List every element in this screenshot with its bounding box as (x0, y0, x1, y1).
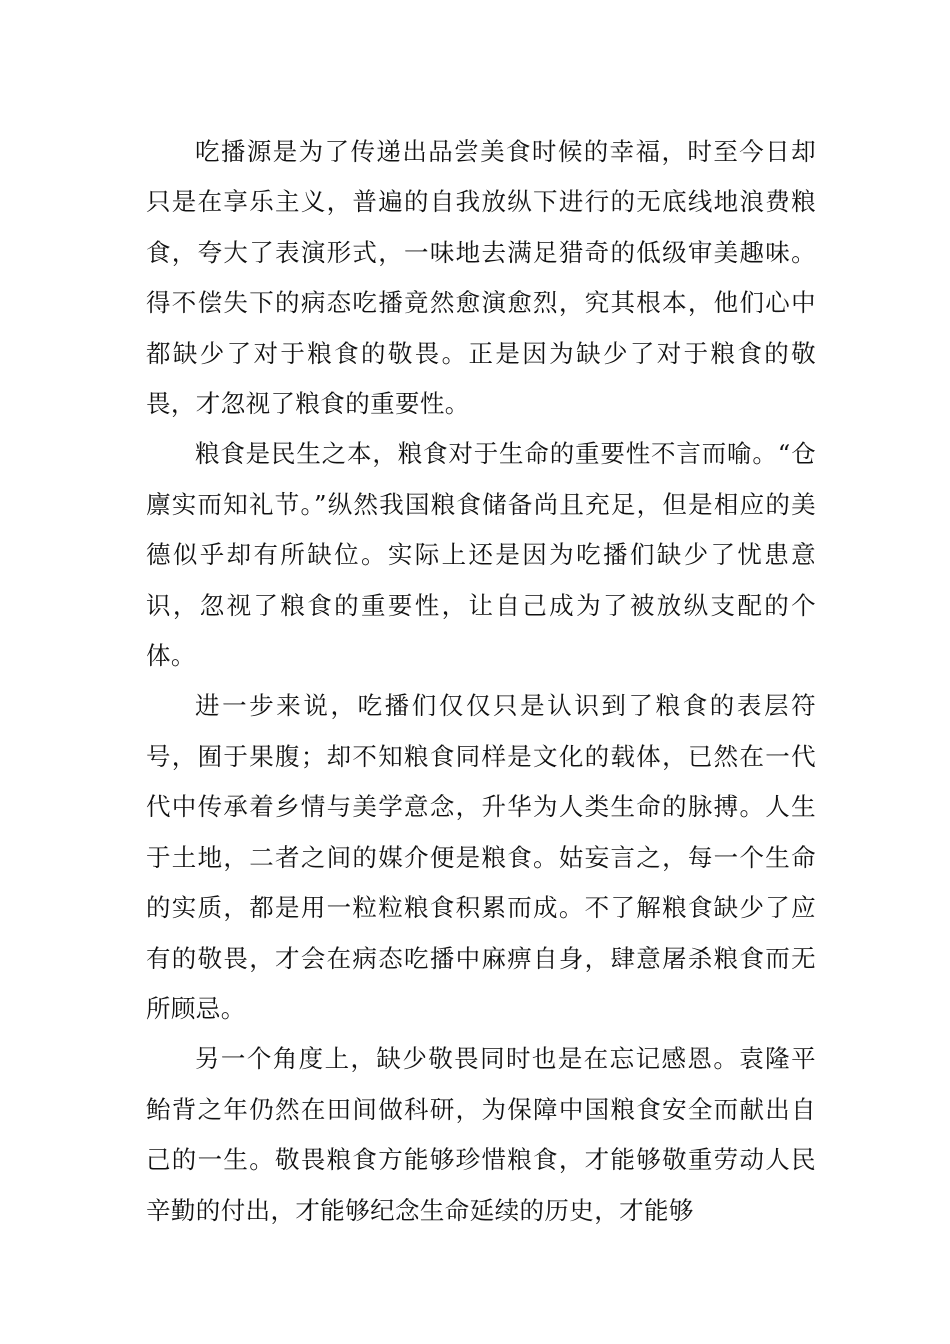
paragraph-3: 进一步来说，吃播们仅仅只是认识到了粮食的表层符号，囿于果腹；却不知粮食同样是文化的载体，已然在一代代中传承着乡情与美学意念，升华为人类生命的脉搏。人生于土地，二者之间的媒介便是粮食。姑妄言之，每一个生命的实质，都是用一粒粒粮食积累而成。不了解粮食缺少了应有的敬畏，才会在病态吃播中麻痹自身，肆意屠杀粮食而无所顾忌。 (146, 691, 816, 1023)
paragraph-2: 粮食是民生之本，粮食对于生命的重要性不言而喻。“仓廪实而知礼节。”纵然我国粮食储备尚且充足，但是相应的美德似乎却有所缺位。实际上还是因为吃播们缺少了忧患意识，忽视了粮食的重要性，让自己成为了被放纵支配的个体。 (146, 439, 816, 671)
document-body (146, 127, 816, 1236)
paragraph-1: 吃播源是为了传递出品尝美食时候的幸福，时至今日却只是在享乐主义，普遍的自我放纵下进行的无底线地浪费粮食，夸大了表演形式，一味地去满足猎奇的低级审美趣味。得不偿失下的病态吃播竟然愈演愈烈，究其根本，他们心中都缺少了对于粮食的敬畏。正是因为缺少了对于粮食的敬畏，才忽视了粮食的重要性。 (146, 137, 816, 419)
paragraph-4: 另一个角度上，缺少敬畏同时也是在忘记感恩。袁隆平鲐背之年仍然在田间做科研，为保障中国粮食安全而献出自己的一生。敬畏粮食方能够珍惜粮食，才能够敬重劳动人民辛勤的付出，才能够纪念生命延续的历史，才能够 (146, 1044, 816, 1225)
